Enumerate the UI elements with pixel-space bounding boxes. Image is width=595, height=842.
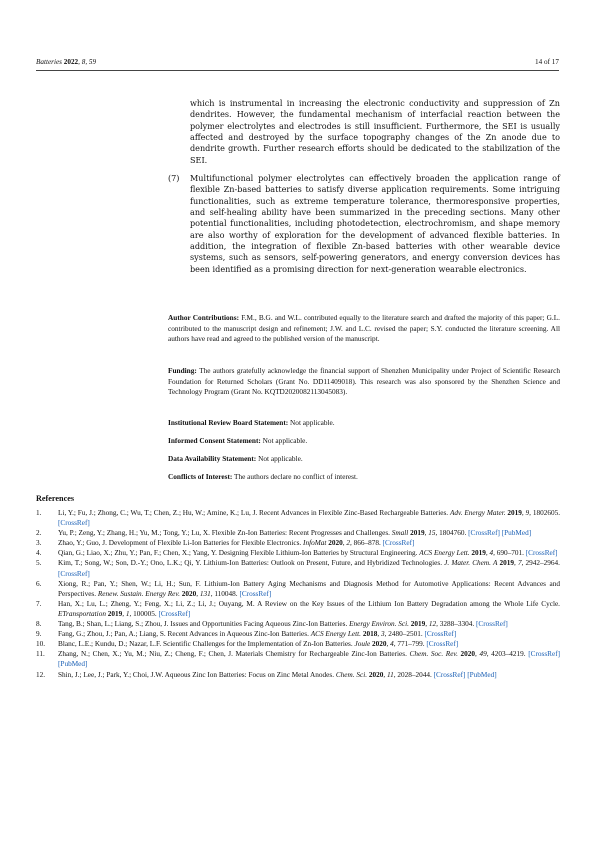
reference-volume: , 11, (383, 670, 396, 679)
running-header (36, 58, 559, 70)
statement-label: Data Availability Statement: (168, 454, 257, 463)
reference-year: 2019 (499, 559, 515, 568)
reference-pages: 100005. (131, 609, 157, 618)
reference-authors-title: Qian, G.; Liao, X.; Zhu, Y.; Pan, F.; Chen, X.; Yang, Y. Designing Flexible Lithium-Ion Batteries by Structural Engineering. (58, 549, 418, 558)
reference-authors-title: Zhang, N.; Chen, X.; Yu, M.; Niu, Z.; Cheng, F.; Chen, J. Materials Chemistry for Rechargeable Zinc-Ion Batteries. (58, 650, 407, 659)
reference-authors-title: Xiong, R.; Pan, Y.; Shen, W.; Li, H.; Sun, F. Lithium-Ion Battery Aging Mechanisms and Diagnosis Method for Automotive Applications: Recent Advances and Perspectives. (58, 579, 560, 598)
reference-year: 2018 (362, 630, 378, 639)
reference-number: 6. (36, 579, 42, 588)
reference-journal: Renew. Sustain. Energy Rev. (97, 589, 180, 598)
crossref-link[interactable]: [CrossRef] (468, 529, 500, 538)
crossref-link[interactable]: [CrossRef] (239, 589, 272, 598)
reference-pages: 2942–2964. (523, 559, 560, 568)
statement-label: Institutional Review Board Statement: (168, 418, 289, 427)
reference-authors-title: Zhao, Y.; Guo, J. Development of Flexible Li-Ion Batteries for Flexible Electronics. (58, 539, 302, 548)
crossref-link[interactable]: [CrossRef] (525, 549, 558, 558)
reference-item (36, 670, 560, 680)
reference-number: 2. (36, 529, 42, 538)
reference-number: 8. (36, 620, 42, 629)
list-item-text: Multifunctional polymer electrolytes can effectively broaden the application range of flexible Zn-based batteries to satisfy diverse application requirements. Some intriguing functionalities, such as extreme temperature tolerance, thermoresponsive properties, and self-healing ability have been summarized in the preceding sections. Many other potential functionalities, including photodetection, electrochromism, and shape memory are also worthy of exploration for the development of advanced flexible batteries. In addition, the integration of flexible Zn-based batteries with other wearable device systems, such as sensors, self-powering generators, and energy conversion devices has been identified as a promising direction for next-generation wearable electronics. (190, 173, 560, 274)
references-heading: References (36, 494, 75, 503)
reference-year: 2020 (372, 640, 387, 649)
journal-volume: , 8, 59 (78, 58, 97, 66)
reference-year: 2020 (181, 589, 197, 598)
reference-authors-title: Kim, T.; Song, W.; Son, D.-Y.; Ono, L.K.; Qi, Y. Lithium-Ion Batteries: Outlook on Present, Future, and Hybridized Technologies. (58, 559, 443, 568)
reference-journal: ETransportation (58, 609, 106, 618)
reference-year: 2019 (410, 620, 426, 629)
reference-number: 1. (36, 509, 42, 517)
crossref-link[interactable]: [CrossRef] (426, 640, 459, 649)
reference-journal: InfoMat (303, 539, 327, 548)
reference-pages: 1804760. (437, 529, 467, 538)
reference-volume: , 12, (425, 620, 438, 629)
continuation-paragraph: which is instrumental in increasing the electronic conductivity and suppression of Zn dendrites. However, the fundamental mechanism of interfacial reaction between the polymer electrolytes and electrodes is still insufficient. Furthermore, the SEI is usually affected and destroyed by the surface topography changes of the Zn anode due to dendrite growth. Further research efforts should be dedicated to the stabilization of the SEI. (190, 98, 560, 165)
reference-pages: 2480–2501. (386, 630, 423, 639)
reference-authors-title: Fang, G.; Zhou, J.; Pan, A.; Liang, S. Recent Advances in Aqueous Zinc-Ion Batteries. (58, 630, 309, 639)
page-number: 14 of 17 (535, 58, 559, 66)
crossref-link[interactable]: [CrossRef] (424, 630, 457, 639)
reference-number: 3. (36, 539, 42, 548)
reference-authors-title: Han, X.; Lu, L.; Zheng, Y.; Feng, X.; Li, Z.; Li, J.; Ouyang, M. A Review on the Key Issues of the Lithium Ion Battery Degradation among the Whole Life Cycle. (58, 599, 560, 608)
statement-label: Conflicts of Interest: (168, 472, 233, 481)
reference-pages: 1802605. (530, 509, 561, 517)
reference-item (36, 649, 560, 669)
statement-text: F.M., B.G. and W.L. contributed equally to the literature search and drafted the majority of this paper; G.L. contributed to the manuscript design and refinement; J.W. and L.C. revised the paper; S.Y. conducted the literature screening. All authors have read and agreed to the published version of the manuscript. (168, 313, 560, 344)
crossref-link[interactable]: [CrossRef] (158, 609, 191, 618)
reference-volume: , 15, (424, 529, 438, 538)
conflicts-statement (168, 472, 560, 483)
reference-item (36, 599, 560, 619)
reference-pages: 866–878. (351, 539, 381, 548)
crossref-link[interactable]: [CrossRef] (382, 539, 415, 548)
journal-year: 2022 (63, 58, 79, 66)
reference-number: 12. (36, 670, 46, 679)
reference-number: 4. (36, 549, 42, 558)
statement-text: Not applicable. (262, 436, 308, 445)
reference-volume: , 49, (475, 650, 489, 659)
reference-item (36, 579, 560, 599)
statement-label: Author Contributions: (168, 313, 239, 322)
reference-volume: , 9, (521, 509, 531, 517)
reference-year: 2020 (460, 650, 476, 659)
reference-volume: , 2, (342, 539, 352, 548)
reference-journal: Adv. Energy Mater. (449, 509, 506, 517)
reference-journal: Chem. Soc. Rev. (409, 650, 458, 659)
reference-year: 2020 (368, 670, 384, 679)
reference-item (36, 558, 560, 578)
crossref-link[interactable]: [CrossRef] (58, 569, 90, 578)
statement-text: The authors declare no conflict of interest. (234, 472, 358, 481)
reference-item (36, 538, 560, 548)
consent-statement (168, 436, 560, 447)
reference-journal: Energy Environ. Sci. (349, 620, 409, 629)
reference-number: 5. (36, 559, 42, 568)
reference-volume: , 3, (377, 630, 387, 639)
reference-journal: ACS Energy Lett. (310, 630, 361, 639)
reference-number: 11. (36, 650, 45, 659)
reference-number: 9. (36, 630, 42, 639)
data-availability-statement (168, 454, 560, 465)
reference-item (36, 508, 560, 528)
crossref-link[interactable]: [CrossRef] (528, 650, 561, 659)
reference-volume: , 7, (514, 559, 524, 568)
reference-authors-title: Tang, B.; Shan, L.; Liang, S.; Zhou, J. Issues and Opportunities Facing Aqueous Zinc-Ion Batteries. (58, 620, 348, 629)
author-contributions (168, 313, 560, 345)
funding-statement (168, 366, 560, 398)
pubmed-link[interactable]: [PubMed] (467, 670, 497, 679)
pubmed-link[interactable]: [PubMed] (501, 529, 532, 538)
header-divider (36, 70, 559, 71)
crossref-link[interactable]: [CrossRef] (476, 620, 508, 629)
reference-journal: Small (391, 529, 409, 538)
statement-label: Informed Consent Statement: (168, 436, 261, 445)
reference-pages: 3288–3304. (437, 620, 475, 629)
journal-name: Batteries (36, 58, 62, 66)
statement-text: Not applicable. (290, 418, 335, 427)
reference-pages: 4203–4219. (488, 650, 526, 659)
reference-volume: , 131, (196, 589, 213, 598)
reference-authors-title: Shin, J.; Lee, J.; Park, Y.; Choi, J.W. Aqueous Zinc Ion Batteries: Focus on Zinc Metal Anodes. (58, 670, 335, 679)
reference-authors-title: Blanc, L.E.; Kundu, D.; Nazar, L.F. Scientific Challenges for the Implementation of Zn-Ion Batteries. (58, 640, 353, 649)
crossref-link[interactable]: [CrossRef] (58, 519, 90, 528)
reference-item (36, 528, 560, 538)
references-list (36, 508, 560, 680)
reference-item (36, 548, 560, 558)
reference-pages: 690–701. (494, 549, 524, 558)
reference-volume: , 4, (485, 549, 495, 558)
reference-authors-title: Li, Y.; Fu, J.; Zhong, C.; Wu, T.; Chen, Z.; Hu, W.; Amine, K.; Lu, J. Recent Advances in Flexible Zinc-Based Rechargeable Batteries. (58, 509, 449, 517)
reference-journal: J. Mater. Chem. A (444, 559, 498, 568)
crossref-link[interactable]: [CrossRef] (433, 670, 466, 679)
list-item-number: (7) (168, 173, 180, 183)
reference-item (36, 639, 560, 649)
reference-year: 2020 (328, 539, 343, 548)
pubmed-link[interactable]: [PubMed] (58, 660, 88, 669)
reference-volume: , 4, (386, 640, 396, 649)
reference-pages: 771–799. (395, 640, 425, 649)
reference-volume: , 1, (122, 609, 132, 618)
reference-pages: 110048. (212, 589, 238, 598)
journal-citation (36, 58, 96, 66)
reference-pages: 2028–2044. (395, 670, 432, 679)
reference-year: 2019 (410, 529, 425, 538)
reference-number: 10. (36, 640, 46, 649)
reference-journal: Chem. Sci. (335, 670, 368, 679)
reference-number: 7. (36, 599, 42, 608)
reference-year: 2019 (107, 609, 123, 618)
reference-journal: ACS Energy Lett. (419, 549, 470, 558)
reference-year: 2019 (471, 549, 486, 558)
statement-label: Funding: (168, 366, 197, 375)
reference-journal: Joule (354, 640, 371, 649)
statement-text: Not applicable. (258, 454, 303, 463)
reference-item (36, 629, 560, 639)
reference-item (36, 619, 560, 629)
reference-authors-title: Yu, P.; Zeng, Y.; Zhang, H.; Yu, M.; Tong, Y.; Lu, X. Flexible Zn-Ion Batteries: Recent Progresses and Challenges. (58, 529, 390, 538)
statement-text: The authors gratefully acknowledge the financial support of Shenzhen Municipality under Project of Scientific Research Foundation for Returned Scholars (Grant No. DD11409018). This research was also sponsored by the Shenzhen Science and Technology Program (Grant No. KQTD2020082113045083). (168, 366, 560, 397)
irb-statement (168, 418, 560, 429)
reference-year: 2019 (507, 509, 522, 517)
